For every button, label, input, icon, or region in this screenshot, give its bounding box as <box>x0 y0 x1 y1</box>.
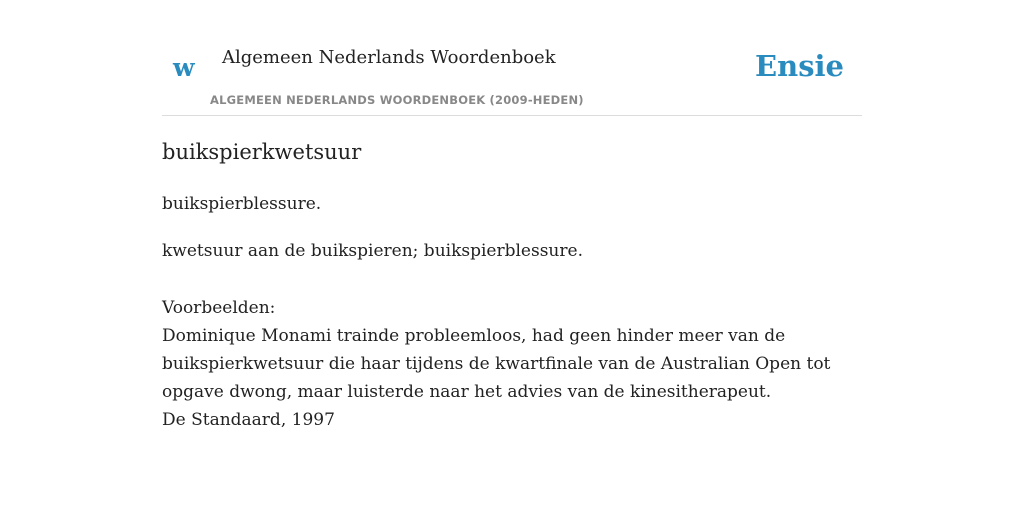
dictionary-logo-icon[interactable]: w <box>173 53 195 82</box>
examples-section <box>162 294 842 434</box>
definition-short: buikspierblessure. <box>162 194 322 214</box>
entry-card <box>162 36 862 430</box>
dictionary-subtitle: ALGEMEEN NEDERLANDS WOORDENBOEK (2009-HEDEN) <box>210 93 584 107</box>
dictionary-title[interactable]: Algemeen Nederlands Woordenboek <box>222 47 556 68</box>
ensie-logo[interactable]: Ensie <box>755 49 844 83</box>
definition-full: kwetsuur aan de buikspieren; buikspierblessure. <box>162 241 583 261</box>
headword: buikspierkwetsuur <box>162 140 362 164</box>
dictionary-header <box>162 36 862 116</box>
examples-label: Voorbeelden: <box>162 298 276 318</box>
example-sentence: Dominique Monami trainde probleemloos, had geen hinder meer van de buikspierkwetsuur die haar tijdens de kwartfinale van de Australian Open tot opgave dwong, maar luisterde naar het advies van de kinesitherapeut. <box>162 326 831 402</box>
example-source: De Standaard, 1997 <box>162 410 335 430</box>
